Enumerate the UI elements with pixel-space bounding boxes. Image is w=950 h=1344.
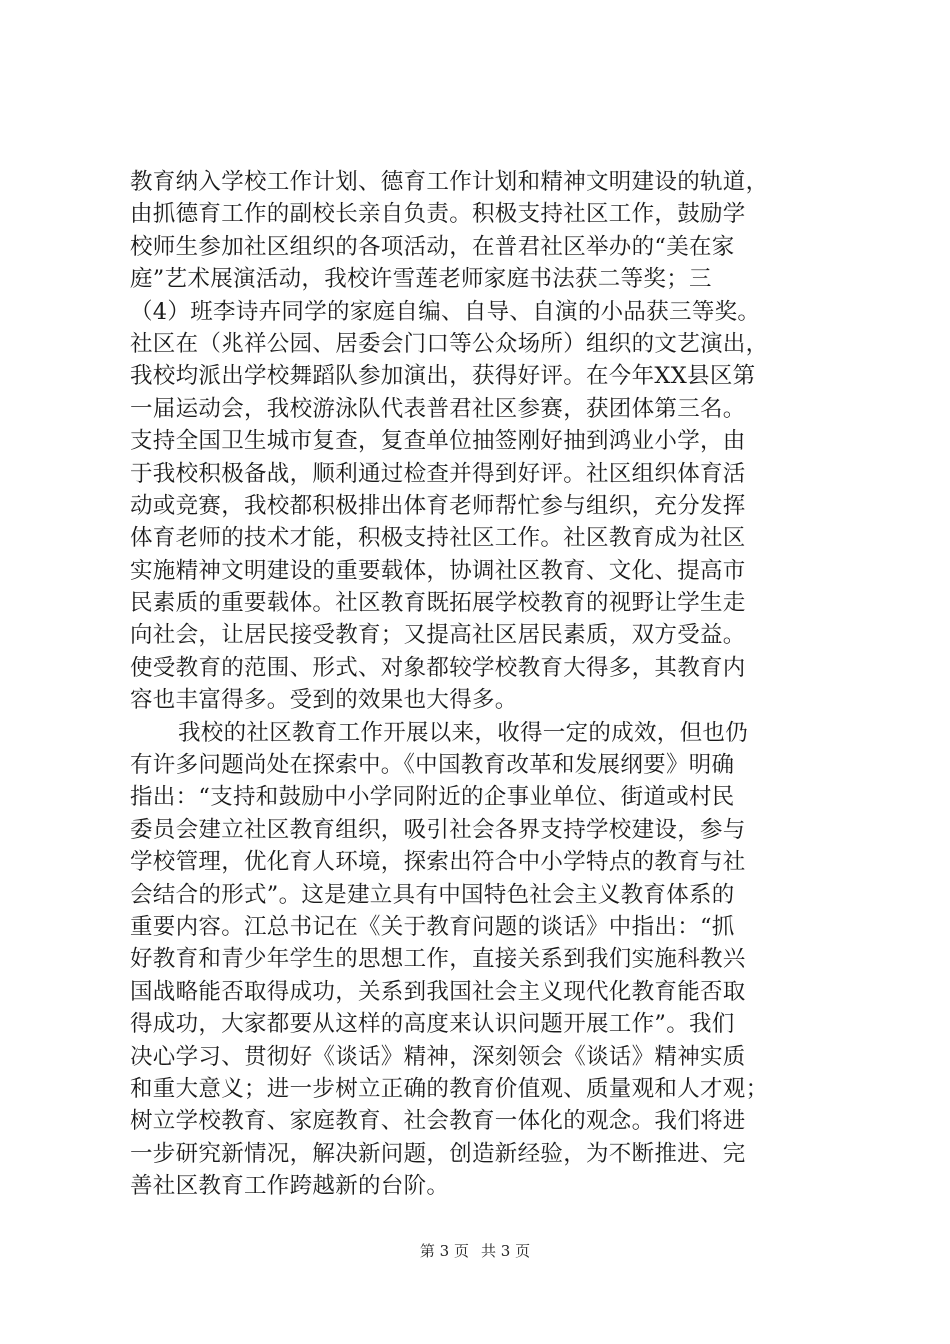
- text-line: 教育纳入学校工作计划、德育工作计划和精神文明建设的轨道，: [130, 169, 769, 195]
- text-line: 会结合的形式”。这是建立具有中国特色社会主义教育体系的: [130, 881, 735, 908]
- text-line: 动或竞赛，我校都积极排出体育老师帮忙参与组织，充分发挥: [130, 492, 746, 519]
- text-line: 民素质的重要载体。社区教育既拓展学校教育的视野让学生走: [130, 590, 746, 617]
- body-text: [130, 166, 840, 1203]
- text-line: 校师生参加社区组织的各项活动，在普君社区举办的“美在家: [130, 233, 735, 260]
- text-line: 有许多问题尚处在探索中。《中国教育改革和发展纲要》明确: [130, 752, 735, 779]
- page-number: 第 3 页: [419, 1242, 469, 1260]
- text-line: 使受教育的范围、形式、对象都较学校教育大得多，其教育内: [130, 654, 746, 681]
- text-line: 于我校积极备战，顺利通过检查并得到好评。社区组织体育活: [130, 460, 746, 487]
- text-line: 体育老师的技术才能，积极支持社区工作。社区教育成为社区: [130, 525, 746, 552]
- text-line: 向社会，让居民接受教育；又提高社区居民素质，双方受益。: [130, 622, 746, 649]
- text-line: 学校管理，优化育人环境，探索出符合中小学特点的教育与社: [130, 849, 746, 876]
- text-line: 树立学校教育、家庭教育、社会教育一体化的观念。我们将进: [130, 1108, 746, 1135]
- text-line: 指出：“支持和鼓励中小学同附近的企事业单位、街道或村民: [130, 784, 735, 811]
- text-line: 社区在（兆祥公园、居委会门口等公众场所）组织的文艺演出，: [130, 330, 769, 357]
- text-line: 重要内容。江总书记在《关于教育问题的谈话》中指出：“抓: [130, 913, 735, 940]
- text-line: 委员会建立社区教育组织，吸引社会各界支持学校建设，参与: [130, 816, 746, 843]
- paragraph-first-line: 我校的社区教育工作开展以来，收得一定的成效，但也仍: [178, 719, 749, 746]
- text-line: 一步研究新情况，解决新问题，创造新经验，为不断推进、完: [130, 1140, 746, 1167]
- text-line: 容也丰富得多。受到的效果也大得多。: [130, 687, 518, 714]
- page-footer: [0, 1241, 950, 1261]
- text-line: 一届运动会，我校游泳队代表普君社区参赛，获团体第三名。: [130, 395, 746, 422]
- text-line: 由抓德育工作的副校长亲自负责。积极支持社区工作，鼓励学: [130, 201, 746, 228]
- text-line: 支持全国卫生城市复查，复查单位抽签刚好抽到鸿业小学，由: [130, 428, 746, 455]
- text-line: 善社区教育工作跨越新的台阶。: [130, 1173, 450, 1200]
- text-line: 和重大意义；进一步树立正确的教育价值观、质量观和人才观；: [130, 1075, 769, 1102]
- text-line: 得成功，大家都要从这样的高度来认识问题开展工作”。我们: [130, 1011, 735, 1038]
- text-line: 实施精神文明建设的重要载体，协调社区教育、文化、提高市: [130, 557, 746, 584]
- text-line: 决心学习、贯彻好《谈话》精神，深刻领会《谈话》精神实质: [130, 1043, 746, 1070]
- text-line: 庭”艺术展演活动，我校许雪莲老师家庭书法获二等奖；三: [130, 266, 712, 293]
- text-line: 我校均派出学校舞蹈队参加演出，获得好评。在今年XX县区第: [130, 363, 756, 390]
- text-line: 好教育和青少年学生的思想工作，直接关系到我们实施科教兴: [130, 946, 746, 973]
- text-line: （4）班李诗卉同学的家庭自编、自导、自演的小品获三等奖。: [130, 298, 761, 325]
- page-total: 共 3 页: [481, 1242, 531, 1260]
- text-line: 国战略能否取得成功，关系到我国社会主义现代化教育能否取: [130, 978, 746, 1005]
